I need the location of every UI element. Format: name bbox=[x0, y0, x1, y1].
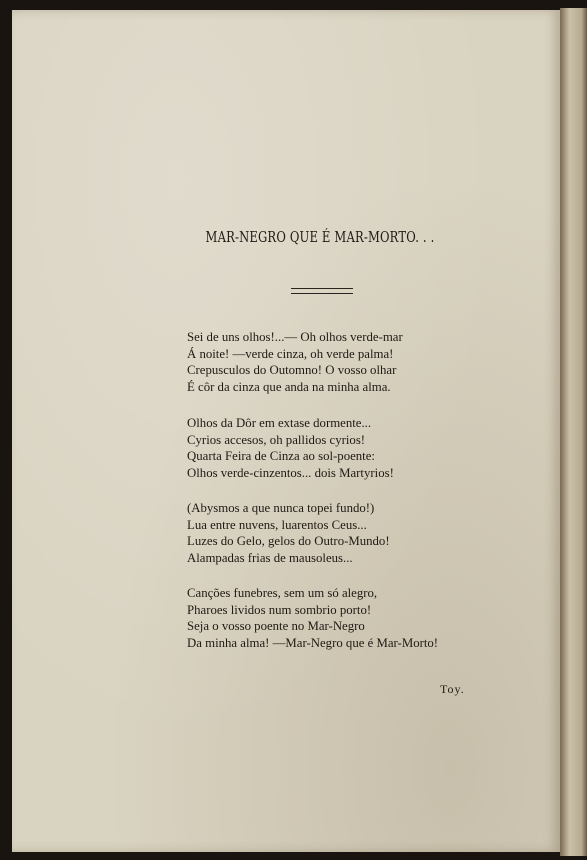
verse-line: Olhos da Dôr em extase dormente... bbox=[187, 416, 372, 430]
verse-line: Seja o vosso poente no Mar-Negro bbox=[187, 619, 365, 633]
title-divider bbox=[291, 288, 353, 294]
page-edge bbox=[560, 8, 587, 856]
verse-line: Lua entre nuvens, luarentos Ceus... bbox=[187, 517, 367, 532]
stanza-3 bbox=[187, 500, 390, 566]
verse-line: Cyrios accesos, oh pallidos cyrios! bbox=[187, 432, 366, 447]
author-signature: Toy. bbox=[440, 682, 465, 696]
stanza-4 bbox=[187, 585, 438, 651]
verse-line: Crepusculos do Outomno! O vosso olhar bbox=[187, 363, 397, 377]
verse-line: Quarta Feira de Cinza ao sol-poente: bbox=[187, 449, 375, 463]
poem-title: MAR-NEGRO QUE É MAR-MORTO. . . bbox=[205, 230, 435, 246]
verse-line: Luzes do Gelo, gelos do Outro-Mundo! bbox=[187, 534, 390, 548]
verse-line: Da minha alma! —Mar-Negro que é Mar-Morto! bbox=[187, 635, 439, 650]
verse-line: Á noite! —verde cinza, oh verde palma! bbox=[187, 346, 394, 361]
verse-line: Canções funebres, sem um só alegro, bbox=[187, 586, 378, 600]
verse-line: (Abysmos a que nunca topei fundo!) bbox=[187, 501, 375, 515]
verse-line: Olhos verde-cinzentos... dois Martyrios! bbox=[187, 465, 394, 480]
verse-line: Alampadas frias de mausoleus... bbox=[187, 550, 353, 565]
verse-line: Sei de uns olhos!...— Oh olhos verde-mar bbox=[187, 330, 403, 344]
stanza-2 bbox=[187, 415, 394, 481]
verse-line: É côr da cinza que anda na minha alma. bbox=[187, 379, 391, 394]
stanza-1 bbox=[187, 329, 403, 395]
verse-line: Pharoes lividos num sombrio porto! bbox=[187, 602, 372, 617]
